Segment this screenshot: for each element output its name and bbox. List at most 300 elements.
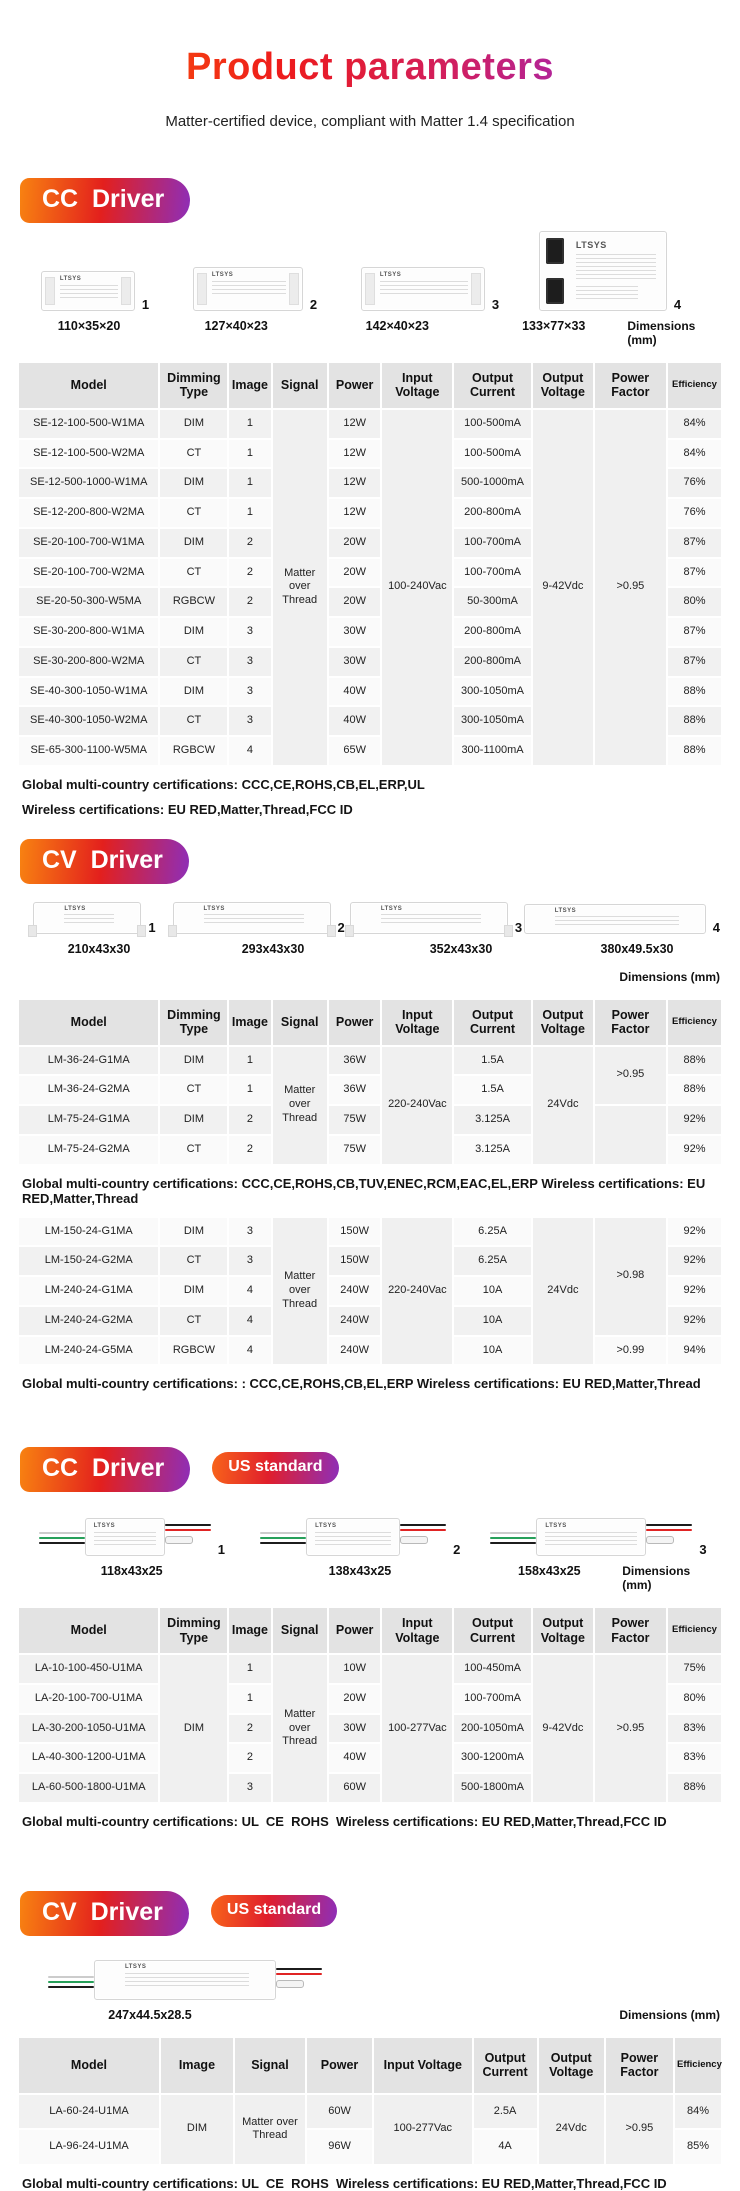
table-cell: 88% <box>668 1047 721 1075</box>
table-cell: 96W <box>307 2130 372 2164</box>
cv-driver-us-photos <box>20 1960 720 2000</box>
table-cell: 30W <box>329 1715 381 1743</box>
cc-driver-dimensions <box>20 319 720 347</box>
column-header: Power Factor <box>595 1000 666 1045</box>
table-cell: 3 <box>229 1218 270 1246</box>
dimension-text: 133×77×33 <box>522 319 586 333</box>
table-cell: 100-700mA <box>454 529 531 557</box>
table-cell: 4 <box>229 1337 270 1365</box>
table-cell: 92% <box>668 1307 721 1335</box>
table-cell: 76% <box>668 499 721 527</box>
table-cell: 75W <box>329 1136 381 1164</box>
certifications-text: Global multi-country certifications: UL CE ROHS Wireless certifications: EU RED,Matter,Thread,FCC ID <box>22 1813 667 1829</box>
table-cell: 100-240Vac <box>382 410 452 765</box>
image-number: 1 <box>148 919 156 935</box>
brand-text: LTSYS <box>59 276 82 282</box>
table-cell: 500-1000mA <box>454 469 531 497</box>
table-cell: CT <box>160 499 227 527</box>
table-cell: 94% <box>668 1337 721 1365</box>
table-cell: 3 <box>229 1247 270 1275</box>
image-number: 2 <box>453 1542 461 1558</box>
table-cell: CT <box>160 440 227 468</box>
table-cell: 83% <box>668 1744 721 1772</box>
table-cell: 200-800mA <box>454 648 531 676</box>
table-cell: 300-1050mA <box>454 707 531 735</box>
table-cell: SE-12-100-500-W1MA <box>19 410 158 438</box>
cc-driver-spec-table <box>17 361 723 767</box>
table-cell: 4A <box>474 2130 537 2164</box>
table-cell: 12W <box>329 469 381 497</box>
table-cell: CT <box>160 1307 227 1335</box>
column-header: Output Current <box>474 2038 537 2093</box>
table-cell: 2 <box>229 1106 270 1134</box>
image-number: 4 <box>673 297 682 312</box>
certifications-text: Global multi-country certifications: : CCC,CE,ROHS,CB,EL,ERP Wireless certifications: EU RED,Matter,Thread <box>22 1376 701 1392</box>
table-cell: SE-65-300-1100-W5MA <box>19 737 158 765</box>
column-header: Output Voltage <box>533 1000 593 1045</box>
table-cell: 100-700mA <box>454 559 531 587</box>
driver-photo-4 <box>524 904 706 934</box>
image-number: 2 <box>337 919 345 935</box>
table-cell: 3 <box>229 1774 270 1802</box>
table-cell: LM-36-24-G1MA <box>19 1047 158 1075</box>
dimensions-unit-label: Dimensions (mm) <box>622 1564 691 1593</box>
brand-text: LTSYS <box>545 1523 567 1530</box>
table-cell: SE-20-100-700-W2MA <box>19 559 158 587</box>
table-row <box>19 1337 721 1365</box>
column-header: Efficiency <box>675 2038 721 2093</box>
brand-text: LTSYS <box>379 272 402 278</box>
table-row <box>19 1218 721 1246</box>
table-cell: LA-60-24-U1MA <box>19 2095 159 2129</box>
table-cell: 20W <box>329 588 381 616</box>
table-cell: LM-36-24-G2MA <box>19 1076 158 1104</box>
table-cell: 220-240Vac <box>382 1218 452 1365</box>
column-header: Power Factor <box>595 363 666 408</box>
table-cell: LA-96-24-U1MA <box>19 2130 159 2164</box>
table-cell: DIM <box>160 529 227 557</box>
column-header: Dimming Type <box>160 1000 227 1045</box>
column-header: Output Current <box>454 1000 531 1045</box>
table-cell: DIM <box>160 1047 227 1075</box>
driver-photo-1 <box>94 1960 276 2000</box>
table-cell: >0.95 <box>595 1655 666 1802</box>
brand-text: LTSYS <box>575 240 607 250</box>
column-header: Power <box>329 1000 381 1045</box>
dimension-text: 138x43x25 <box>328 1564 392 1579</box>
table-cell: 87% <box>668 559 721 587</box>
column-header: Input Voltage <box>382 1608 452 1653</box>
table-cell: 24Vdc <box>533 1218 593 1365</box>
table-cell: 100-277Vac <box>382 1655 452 1802</box>
table-cell: 500-1800mA <box>454 1774 531 1802</box>
table-cell: DIM <box>160 1655 227 1802</box>
image-number: 2 <box>309 297 318 312</box>
table-cell: 6.25A <box>454 1247 531 1275</box>
table-cell: Matter over Thread <box>235 2095 305 2165</box>
dimension-text: 142×40×23 <box>365 319 429 333</box>
table-cell: 12W <box>329 499 381 527</box>
table-cell: 150W <box>329 1247 381 1275</box>
table-cell: 76% <box>668 469 721 497</box>
table-cell: 50-300mA <box>454 588 531 616</box>
column-header: Output Current <box>454 363 531 408</box>
brand-text: LTSYS <box>380 905 403 912</box>
image-number: 3 <box>491 297 500 312</box>
column-header: Power <box>329 363 381 408</box>
table-cell: 150W <box>329 1218 381 1246</box>
table-cell: 1 <box>229 1685 270 1713</box>
table-cell: 1 <box>229 410 270 438</box>
table-cell: LM-240-24-G1MA <box>19 1277 158 1305</box>
dimension-text: 380x49.5x30 <box>600 941 674 956</box>
table-cell: 3.125A <box>454 1106 531 1134</box>
column-header: Image <box>229 1608 270 1653</box>
column-header: Image <box>161 2038 233 2093</box>
table-cell: 40W <box>329 678 381 706</box>
cc-driver-photos <box>20 231 720 311</box>
table-cell: DIM <box>160 1106 227 1134</box>
table-cell: LM-150-24-G2MA <box>19 1247 158 1275</box>
table-cell: 80% <box>668 588 721 616</box>
table-cell: LA-10-100-450-U1MA <box>19 1655 158 1683</box>
table-cell: 92% <box>668 1136 721 1164</box>
table-cell: 3 <box>229 707 270 735</box>
section-cc-driver <box>0 178 740 817</box>
certifications-text: Global multi-country certifications: CCC,CE,ROHS,CB,TUV,ENEC,RCM,EAC,EL,ERP Wireless certifications: EU RED,Matter,Thread <box>22 1175 709 1206</box>
table-cell: 3.125A <box>454 1136 531 1164</box>
brand-text: LTSYS <box>93 1523 116 1530</box>
table-cell: 65W <box>329 737 381 765</box>
table-cell: DIM <box>160 618 227 646</box>
us-standard-badge: US standard <box>211 1895 337 1927</box>
table-cell: RGBCW <box>160 588 227 616</box>
table-cell: LA-30-200-1050-U1MA <box>19 1715 158 1743</box>
cc-driver-us-dimensions <box>20 1564 720 1592</box>
table-cell: 6.25A <box>454 1218 531 1246</box>
page-title: Product parameters <box>0 46 740 89</box>
table-cell: LA-40-300-1200-U1MA <box>19 1744 158 1772</box>
table-cell: 80% <box>668 1685 721 1713</box>
table-cell: 2 <box>229 1744 270 1772</box>
table-cell: 10W <box>329 1655 381 1683</box>
table-cell: 24Vdc <box>539 2095 604 2165</box>
table-cell: 240W <box>329 1277 381 1305</box>
table-cell: SE-40-300-1050-W2MA <box>19 707 158 735</box>
table-cell: 9-42Vdc <box>533 1655 593 1802</box>
table-cell: Matter over Thread <box>273 410 327 765</box>
table-cell: Matter over Thread <box>273 1655 327 1802</box>
column-header: Signal <box>273 363 327 408</box>
table-cell: 300-1100mA <box>454 737 531 765</box>
column-header: Power Factor <box>606 2038 673 2093</box>
brand-text: LTSYS <box>203 905 225 912</box>
table-cell: 40W <box>329 1744 381 1772</box>
table-cell: 2 <box>229 1715 270 1743</box>
table-cell: 100-500mA <box>454 440 531 468</box>
column-header: Model <box>19 1000 158 1045</box>
table-cell: 3 <box>229 618 270 646</box>
table-cell: SE-12-100-500-W2MA <box>19 440 158 468</box>
table-cell: CT <box>160 648 227 676</box>
column-header: Model <box>19 363 158 408</box>
table-cell: Matter over Thread <box>273 1047 327 1164</box>
table-cell: 4 <box>229 1307 270 1335</box>
table-cell: 300-1200mA <box>454 1744 531 1772</box>
table-cell: SE-20-100-700-W1MA <box>19 529 158 557</box>
table-cell: 1 <box>229 1655 270 1683</box>
table-cell: 40W <box>329 707 381 735</box>
column-header: Dimming Type <box>160 1608 227 1653</box>
image-number: 3 <box>699 1542 707 1558</box>
table-cell: DIM <box>160 1218 227 1246</box>
column-header: Image <box>229 363 270 408</box>
table-cell: 4 <box>229 1277 270 1305</box>
cv-driver-us-spec-table <box>17 2036 723 2166</box>
column-header: Input Voltage <box>382 1000 452 1045</box>
dimension-text: 110×35×20 <box>57 319 121 333</box>
table-cell: CT <box>160 1136 227 1164</box>
table-cell: SE-40-300-1050-W1MA <box>19 678 158 706</box>
certifications-text: Global multi-country certifications: UL CE ROHS Wireless certifications: EU RED,Matter,Thread,FCC ID <box>22 2176 667 2191</box>
cv-driver-spec-table-1 <box>17 998 723 1166</box>
cv-driver-us-dimensions <box>20 2008 720 2022</box>
table-cell: 87% <box>668 618 721 646</box>
cc-driver-us-photos <box>20 1518 720 1556</box>
dimension-text: 247x44.5x28.5 <box>108 2007 192 2022</box>
dimensions-unit-label: Dimensions (mm) <box>619 969 720 984</box>
table-cell: 100-450mA <box>454 1655 531 1683</box>
table-cell: 100-277Vac <box>374 2095 471 2165</box>
table-cell: 9-42Vdc <box>533 410 593 765</box>
table-cell: 200-800mA <box>454 618 531 646</box>
table-cell: 87% <box>668 529 721 557</box>
column-header: Power <box>307 2038 372 2093</box>
driver-photo-3 <box>350 902 508 934</box>
column-header: Signal <box>273 1608 327 1653</box>
table-cell: 240W <box>329 1337 381 1365</box>
table-cell: SE-30-200-800-W2MA <box>19 648 158 676</box>
driver-photo-4 <box>539 231 667 311</box>
table-cell: 12W <box>329 410 381 438</box>
column-header: Power <box>329 1608 381 1653</box>
dimensions-unit-label: Dimensions (mm) <box>627 319 696 347</box>
table-cell: CT <box>160 1247 227 1275</box>
table-cell: SE-20-50-300-W5MA <box>19 588 158 616</box>
table-cell: LM-240-24-G2MA <box>19 1307 158 1335</box>
cc-driver-us-spec-table <box>17 1606 723 1804</box>
table-cell: 3 <box>229 678 270 706</box>
table-cell: 92% <box>668 1247 721 1275</box>
table-cell: 88% <box>668 1774 721 1802</box>
table-cell: 30W <box>329 618 381 646</box>
driver-photo-2 <box>306 1518 400 1556</box>
table-row <box>19 410 721 438</box>
table-cell: 1 <box>229 499 270 527</box>
table-cell: 1.5A <box>454 1076 531 1104</box>
table-cell: 92% <box>668 1277 721 1305</box>
table-cell: 84% <box>668 410 721 438</box>
table-cell: 10A <box>454 1277 531 1305</box>
table-cell: DIM <box>160 678 227 706</box>
table-cell: 12W <box>329 440 381 468</box>
table-cell: 36W <box>329 1047 381 1075</box>
table-cell: LM-240-24-G5MA <box>19 1337 158 1365</box>
column-header: Image <box>229 1000 270 1045</box>
table-cell: 100-500mA <box>454 410 531 438</box>
brand-text: LTSYS <box>211 272 234 278</box>
dimension-text: 127×40×23 <box>204 319 268 333</box>
column-header: Output Voltage <box>533 363 593 408</box>
dimension-text: 293x43x30 <box>241 941 305 956</box>
table-cell: LM-75-24-G1MA <box>19 1106 158 1134</box>
table-cell: 83% <box>668 1715 721 1743</box>
cv-driver-spec-table-2 <box>17 1216 723 1367</box>
table-cell: 2 <box>229 559 270 587</box>
table-cell: LA-20-100-700-U1MA <box>19 1685 158 1713</box>
dimension-text: 210x43x30 <box>67 941 131 956</box>
table-cell: SE-12-200-800-W2MA <box>19 499 158 527</box>
driver-photo-1 <box>85 1518 165 1556</box>
column-header: Input Voltage <box>382 363 452 408</box>
column-header: Model <box>19 2038 159 2093</box>
table-cell: >0.95 <box>595 1047 666 1105</box>
table-cell: 88% <box>668 737 721 765</box>
table-cell: 75W <box>329 1106 381 1134</box>
table-cell: DIM <box>161 2095 233 2165</box>
table-cell: CT <box>160 559 227 587</box>
table-cell: RGBCW <box>160 1337 227 1365</box>
brand-text: LTSYS <box>64 905 86 912</box>
driver-photo-2 <box>173 902 331 934</box>
table-cell: 1 <box>229 469 270 497</box>
table-cell: 20W <box>329 559 381 587</box>
column-header: Output Voltage <box>533 1608 593 1653</box>
driver-photo-1 <box>33 902 141 934</box>
table-cell: DIM <box>160 410 227 438</box>
table-cell: SE-12-500-1000-W1MA <box>19 469 158 497</box>
column-header: Signal <box>235 2038 305 2093</box>
section-cc-driver-us <box>0 1447 740 1829</box>
table-cell: LM-150-24-G1MA <box>19 1218 158 1246</box>
table-cell: 200-800mA <box>454 499 531 527</box>
table-cell: RGBCW <box>160 737 227 765</box>
driver-photo-2 <box>193 267 303 311</box>
table-cell: 84% <box>668 440 721 468</box>
cc-driver-badge: CC Driver <box>20 178 190 223</box>
table-cell <box>595 1106 666 1164</box>
brand-text: LTSYS <box>315 1523 337 1530</box>
column-header: Input Voltage <box>374 2038 471 2093</box>
table-cell: SE-30-200-800-W1MA <box>19 618 158 646</box>
table-cell: 92% <box>668 1218 721 1246</box>
us-standard-badge: US standard <box>212 1452 338 1484</box>
table-cell: 20W <box>329 529 381 557</box>
page-subtitle: Matter-certified device, compliant with Matter 1.4 specification <box>165 113 575 130</box>
column-header: Output Voltage <box>539 2038 604 2093</box>
table-cell: 87% <box>668 648 721 676</box>
table-cell: 3 <box>229 648 270 676</box>
table-cell: 75% <box>668 1655 721 1683</box>
column-header: Efficiency <box>668 1000 721 1045</box>
table-cell: >0.95 <box>595 410 666 765</box>
table-cell: 88% <box>668 678 721 706</box>
table-cell: 88% <box>668 1076 721 1104</box>
cv-driver-badge: CV Driver <box>20 1891 189 1936</box>
table-cell: 2.5A <box>474 2095 537 2129</box>
column-header: Efficiency <box>668 363 721 408</box>
table-cell: 84% <box>675 2095 721 2129</box>
driver-photo-1 <box>41 271 135 311</box>
column-header: Model <box>19 1608 158 1653</box>
image-number: 4 <box>712 919 720 935</box>
cv-driver-photos <box>20 902 720 934</box>
table-cell: 60W <box>307 2095 372 2129</box>
table-cell: DIM <box>160 469 227 497</box>
table-cell: >0.99 <box>595 1337 666 1365</box>
table-cell: 24Vdc <box>533 1047 593 1164</box>
brand-text: LTSYS <box>554 907 577 914</box>
table-cell: >0.95 <box>606 2095 673 2165</box>
cv-driver-dimensions <box>20 942 720 956</box>
cc-driver-badge: CC Driver <box>20 1447 190 1492</box>
table-cell: 2 <box>229 529 270 557</box>
table-cell: 88% <box>668 707 721 735</box>
table-cell: 2 <box>229 588 270 616</box>
section-cv-driver <box>0 839 740 1392</box>
dimension-text: 352x43x30 <box>429 941 493 956</box>
brand-text: LTSYS <box>125 1963 147 1970</box>
table-cell: 240W <box>329 1307 381 1335</box>
table-cell: 10A <box>454 1307 531 1335</box>
table-cell: 92% <box>668 1106 721 1134</box>
table-cell: 1.5A <box>454 1047 531 1075</box>
dimension-text: 158x43x25 <box>518 1564 581 1579</box>
table-cell: 1 <box>229 1047 270 1075</box>
table-cell: 36W <box>329 1076 381 1104</box>
table-cell: CT <box>160 1076 227 1104</box>
image-number: 1 <box>217 1542 225 1558</box>
table-cell: 20W <box>329 1685 381 1713</box>
table-cell: 10A <box>454 1337 531 1365</box>
driver-photo-3 <box>361 267 485 311</box>
dimensions-unit-label: Dimensions (mm) <box>619 2007 720 2022</box>
table-cell: 100-700mA <box>454 1685 531 1713</box>
table-cell: 60W <box>329 1774 381 1802</box>
driver-photo-3 <box>536 1518 646 1556</box>
table-cell: 4 <box>229 737 270 765</box>
column-header: Efficiency <box>668 1608 721 1653</box>
table-cell: 300-1050mA <box>454 678 531 706</box>
table-cell: 30W <box>329 648 381 676</box>
cv-driver-badge: CV Driver <box>20 839 189 884</box>
table-row <box>19 1106 721 1134</box>
table-cell: LM-75-24-G2MA <box>19 1136 158 1164</box>
column-header: Output Current <box>454 1608 531 1653</box>
table-row <box>19 1655 721 1683</box>
column-header: Signal <box>273 1000 327 1045</box>
column-header: Dimming Type <box>160 363 227 408</box>
table-cell: DIM <box>160 1277 227 1305</box>
wireless-certifications-text: Wireless certifications: EU RED,Matter,Thread,FCC ID <box>22 801 353 817</box>
global-certifications-text: Global multi-country certifications: CCC,CE,ROHS,CB,EL,ERP,UL <box>22 776 425 792</box>
table-cell: 220-240Vac <box>382 1047 452 1164</box>
section-cv-driver-us <box>0 1891 740 2191</box>
table-cell: 2 <box>229 1136 270 1164</box>
table-cell: 200-1050mA <box>454 1715 531 1743</box>
table-row <box>19 2095 721 2129</box>
table-cell: 1 <box>229 1076 270 1104</box>
